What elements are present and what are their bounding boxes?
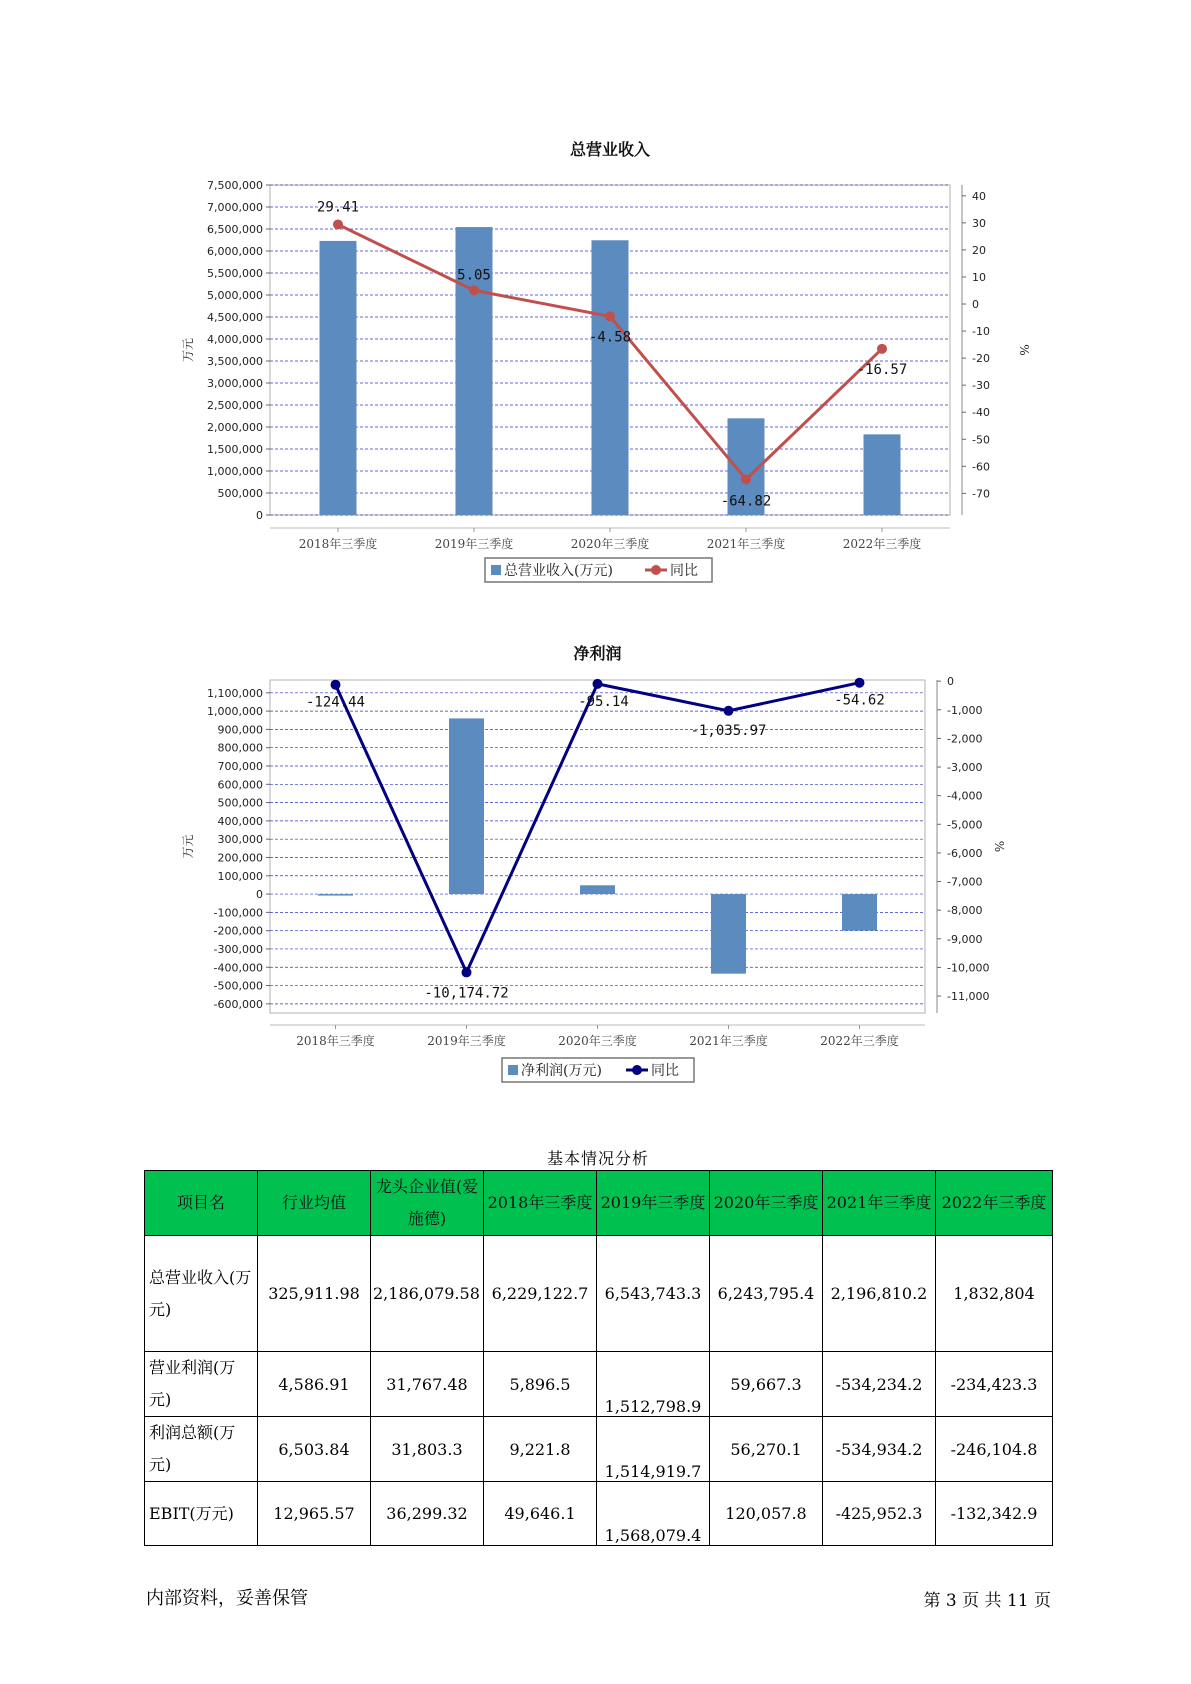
- y-tick-label: 5,000,000: [207, 289, 263, 302]
- header-cell: 行业均值: [258, 1171, 371, 1236]
- x-tick-label: 2021年三季度: [706, 537, 786, 551]
- table-cell: -534,234.2: [823, 1352, 936, 1417]
- y-tick-label: -400,000: [213, 961, 263, 975]
- data-label: -64.82: [720, 493, 772, 510]
- y2-tick-label: -5,000: [947, 818, 983, 832]
- y-tick-label: 7,000,000: [207, 201, 263, 214]
- bar: [864, 434, 901, 515]
- y2-tick-label: -1,000: [947, 703, 983, 717]
- header-cell: 龙头企业值(爱施德): [371, 1171, 484, 1236]
- table-cell: 36,299.32: [371, 1482, 484, 1546]
- line-point: [462, 967, 472, 977]
- y2-tick-label: -30: [972, 379, 990, 393]
- x-tick-label: 2019年三季度: [434, 537, 514, 551]
- header-cell: 2022年三季度: [936, 1171, 1053, 1236]
- data-label: -10,174.72: [424, 985, 509, 1002]
- table-title: 基本情况分析: [546, 1149, 649, 1168]
- y2-tick-label: 30: [972, 216, 986, 230]
- legend-line-marker: [632, 1065, 642, 1075]
- table-cell: 325,911.98: [258, 1236, 371, 1352]
- footer-page-number: 第 3 页 共 11 页: [923, 1591, 1051, 1611]
- data-label: 5.05: [457, 267, 491, 284]
- table-cell: 1,512,798.9: [597, 1352, 710, 1417]
- chart-title: 净利润: [573, 644, 622, 663]
- table-cell: -132,342.9: [936, 1482, 1053, 1546]
- table-cell: 6,229,122.7: [484, 1236, 597, 1352]
- y2-tick-label: 0: [947, 675, 954, 689]
- table-cell: 2,196,810.2: [823, 1236, 936, 1352]
- y-tick-label: 100,000: [217, 869, 263, 883]
- y2-tick-label: -10: [972, 325, 990, 339]
- table-cell: 31,767.48: [371, 1352, 484, 1417]
- table-cell: 6,503.84: [258, 1417, 371, 1482]
- data-label: -16.57: [856, 361, 908, 378]
- y-tick-label: 500,000: [217, 487, 263, 500]
- y2-tick-label: -6,000: [947, 846, 983, 860]
- y-tick-label: 0: [256, 888, 263, 902]
- line-point: [741, 474, 751, 484]
- x-tick-label: 2018年三季度: [298, 537, 378, 551]
- legend-bar-swatch: [508, 1065, 518, 1075]
- y-tick-label: 2,000,000: [207, 421, 263, 434]
- table-cell: 5,896.5: [484, 1352, 597, 1417]
- line-point: [469, 285, 479, 295]
- table-row: [145, 1352, 1053, 1417]
- y2-tick-label: 40: [972, 189, 986, 203]
- y2-tick-label: 20: [972, 243, 986, 257]
- legend-line-label: 同比: [670, 563, 698, 579]
- y-tick-label: 300,000: [217, 833, 263, 847]
- y-tick-label: 4,000,000: [207, 333, 263, 346]
- y-tick-label: 3,000,000: [207, 377, 263, 390]
- x-tick-label: 2021年三季度: [689, 1034, 768, 1048]
- y-tick-label: -100,000: [213, 906, 263, 920]
- y-axis-title: 万元: [181, 834, 195, 859]
- y2-tick-label: -9,000: [947, 932, 983, 946]
- y-tick-label: 7,500,000: [207, 179, 263, 192]
- y2-axis-title: %: [1017, 344, 1031, 356]
- table-cell: -534,934.2: [823, 1417, 936, 1482]
- y-tick-label: 6,500,000: [207, 223, 263, 236]
- y-tick-label: 500,000: [217, 796, 263, 810]
- bar: [320, 241, 357, 515]
- table-cell: 6,543,743.3: [597, 1236, 710, 1352]
- y-tick-label: 1,000,000: [207, 465, 263, 478]
- legend-bar-swatch: [491, 565, 501, 575]
- y2-tick-label: -10,000: [947, 961, 990, 975]
- table-cell: 2,186,079.58: [371, 1236, 484, 1352]
- table-cell: -246,104.8: [936, 1417, 1053, 1482]
- data-label: 29.41: [316, 199, 360, 216]
- y-tick-label: 400,000: [217, 814, 263, 828]
- table-cell: 56,270.1: [710, 1417, 823, 1482]
- x-tick-label: 2018年三季度: [296, 1034, 375, 1048]
- table-cell: 9,221.8: [484, 1417, 597, 1482]
- y-tick-label: 200,000: [217, 851, 263, 865]
- line-point: [333, 219, 343, 229]
- y-tick-label: 1,000,000: [207, 705, 263, 719]
- y2-tick-label: 10: [972, 270, 986, 284]
- header-cell: 2020年三季度: [710, 1171, 823, 1236]
- x-tick-label: 2020年三季度: [558, 1034, 637, 1048]
- row-name: 利润总额(万元): [145, 1417, 258, 1482]
- line-point: [593, 679, 603, 689]
- y-tick-label: 600,000: [217, 778, 263, 792]
- y-tick-label: -500,000: [213, 979, 263, 993]
- revenue-chart-svg: [0, 130, 1191, 600]
- x-tick-label: 2022年三季度: [842, 537, 922, 551]
- line-point: [605, 311, 615, 321]
- y-tick-label: -300,000: [213, 942, 263, 956]
- table-cell: 12,965.57: [258, 1482, 371, 1546]
- legend-bar-label: 净利润(万元): [521, 1063, 602, 1079]
- bar: [318, 894, 353, 896]
- table-cell: 1,514,919.7: [597, 1417, 710, 1482]
- net-profit-chart-svg: [0, 630, 1191, 1100]
- legend-line-marker: [651, 565, 661, 575]
- table-row: [145, 1417, 1053, 1482]
- data-label: -1,035.97: [690, 722, 767, 739]
- bar: [711, 894, 746, 974]
- legend-bar-label: 总营业收入(万元): [504, 563, 613, 579]
- line-point: [877, 344, 887, 354]
- table-header-row: [145, 1171, 1053, 1236]
- data-label: -4.58: [588, 329, 632, 346]
- y-tick-label: 0: [256, 509, 263, 522]
- y2-tick-label: -40: [972, 406, 990, 420]
- table-cell: -234,423.3: [936, 1352, 1053, 1417]
- y-tick-label: -600,000: [213, 997, 263, 1011]
- footer-confidential-note: 内部资料，妥善保管: [146, 1588, 308, 1609]
- revenue-chart: [0, 130, 1191, 600]
- y2-tick-label: -50: [972, 433, 990, 447]
- y2-tick-label: -3,000: [947, 761, 983, 775]
- table-row: [145, 1482, 1053, 1546]
- x-tick-label: 2019年三季度: [427, 1034, 506, 1048]
- y-tick-label: 1,500,000: [207, 443, 263, 456]
- table-cell: 49,646.1: [484, 1482, 597, 1546]
- y2-tick-label: -8,000: [947, 904, 983, 918]
- header-cell: 项目名: [145, 1171, 258, 1236]
- table-cell: -425,952.3: [823, 1482, 936, 1546]
- plot-area: [270, 680, 925, 1013]
- y2-axis-title: %: [992, 840, 1006, 853]
- y2-tick-label: -70: [972, 487, 990, 501]
- table-cell: 31,803.3: [371, 1417, 484, 1482]
- y2-tick-label: -20: [972, 352, 990, 366]
- y-tick-label: 2,500,000: [207, 399, 263, 412]
- header-cell: 2021年三季度: [823, 1171, 936, 1236]
- table-row: [145, 1236, 1053, 1352]
- bar: [592, 240, 629, 515]
- data-label: -95.14: [578, 693, 629, 710]
- line-point: [331, 680, 341, 690]
- y2-tick-label: 0: [972, 298, 979, 312]
- y-tick-label: -200,000: [213, 924, 263, 938]
- x-tick-label: 2020年三季度: [570, 537, 650, 551]
- y-tick-label: 5,500,000: [207, 267, 263, 280]
- y2-tick-label: -7,000: [947, 875, 983, 889]
- net-profit-chart: [0, 630, 1191, 1100]
- bar: [449, 718, 484, 894]
- bar: [842, 894, 877, 931]
- y-tick-label: 700,000: [217, 759, 263, 773]
- row-name: 营业利润(万元): [145, 1352, 258, 1417]
- x-tick-label: 2022年三季度: [820, 1034, 899, 1048]
- row-name: 总营业收入(万元): [145, 1236, 258, 1352]
- basic-analysis-table: [144, 1170, 1053, 1546]
- table-cell: 6,243,795.4: [710, 1236, 823, 1352]
- header-cell: 2018年三季度: [484, 1171, 597, 1236]
- y2-tick-label: -11,000: [947, 990, 990, 1004]
- data-label: -124.44: [305, 694, 366, 711]
- table-cell: 1,568,079.4: [597, 1482, 710, 1546]
- y-tick-label: 1,100,000: [207, 686, 263, 700]
- bar: [580, 885, 615, 894]
- y-tick-label: 6,000,000: [207, 245, 263, 258]
- y2-tick-label: -2,000: [947, 732, 983, 746]
- y-tick-label: 3,500,000: [207, 355, 263, 368]
- y-axis-title: 万元: [181, 337, 195, 363]
- y2-tick-label: -4,000: [947, 789, 983, 803]
- chart-title: 总营业收入: [569, 140, 651, 159]
- y2-tick-label: -60: [972, 460, 990, 474]
- row-name: EBIT(万元): [145, 1482, 258, 1546]
- table-cell: 1,832,804: [936, 1236, 1053, 1352]
- legend-line-label: 同比: [651, 1063, 679, 1079]
- line-point: [724, 706, 734, 716]
- data-label: -54.62: [834, 692, 885, 709]
- y-tick-label: 900,000: [217, 723, 263, 737]
- table-cell: 59,667.3: [710, 1352, 823, 1417]
- table-cell: 120,057.8: [710, 1482, 823, 1546]
- header-cell: 2019年三季度: [597, 1171, 710, 1236]
- line-point: [855, 678, 865, 688]
- table-cell: 4,586.91: [258, 1352, 371, 1417]
- y-tick-label: 800,000: [217, 741, 263, 755]
- y-tick-label: 4,500,000: [207, 311, 263, 324]
